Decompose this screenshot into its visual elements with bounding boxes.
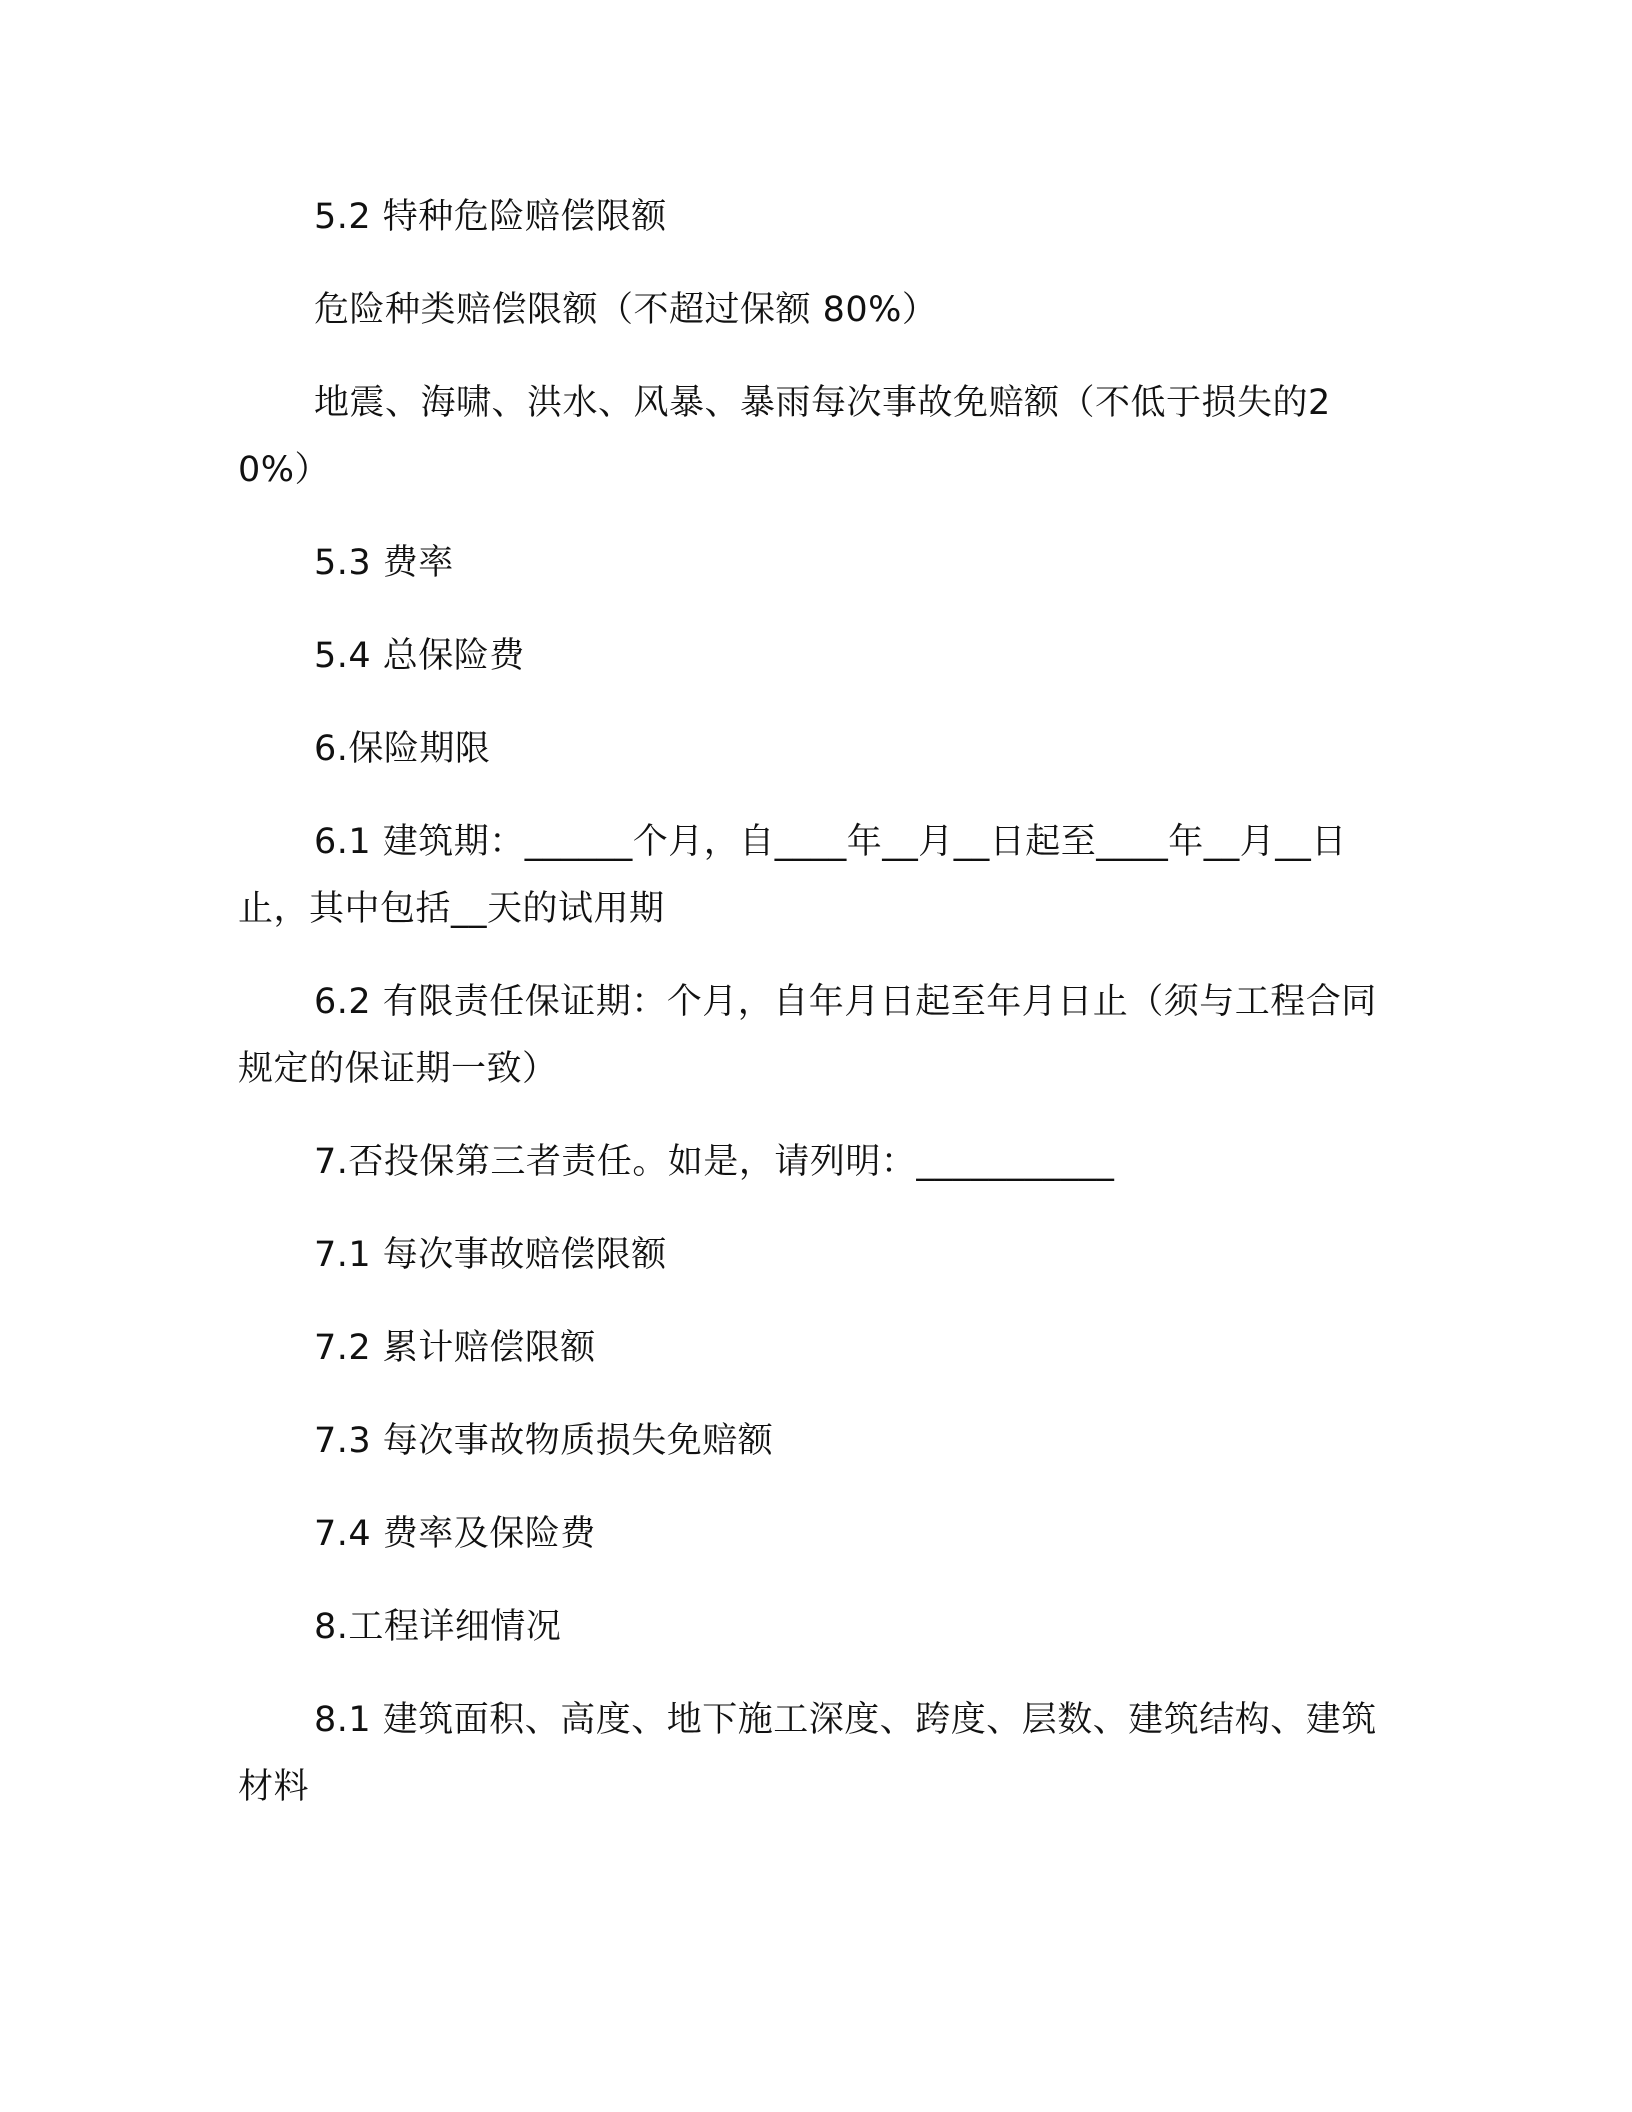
paragraph-7-3: 7.3 每次事故物质损失免赔额 <box>314 1421 774 1461</box>
paragraph-8-1: 8.1 建筑面积、高度、地下施工深度、跨度、层数、建筑结构、建筑材料 <box>238 1700 1377 1807</box>
paragraph-6-2: 6.2 有限责任保证期：个月，自年月日起至年月日止（须与工程合同规定的保证期一致） <box>238 982 1377 1089</box>
paragraph-5-4: 5.4 总保险费 <box>314 636 525 676</box>
paragraph-6-1: 6.1 建筑期：______个月，自____年__月__日起至____年__月__日止，其中包括__天的试用期 <box>238 822 1347 929</box>
paragraph-7-2: 7.2 累计赔偿限额 <box>314 1328 596 1368</box>
paragraph-6: 6.保险期限 <box>314 729 491 769</box>
paragraph-7-4: 7.4 费率及保险费 <box>314 1514 596 1554</box>
paragraph-7: 7.否投保第三者责任。如是，请列明：___________ <box>314 1142 1115 1182</box>
paragraph-7-1: 7.1 每次事故赔偿限额 <box>314 1235 667 1275</box>
paragraph-8: 8.工程详细情况 <box>314 1607 562 1647</box>
paragraph-risk-types: 危险种类赔偿限额（不超过保额 80%） <box>314 290 938 330</box>
paragraph-deductible: 地震、海啸、洪水、风暴、暴雨每次事故免赔额（不低于损失的20%） <box>238 383 1331 490</box>
paragraph-5-3: 5.3 费率 <box>314 543 454 583</box>
paragraph-5-2: 5.2 特种危险赔偿限额 <box>314 197 667 237</box>
